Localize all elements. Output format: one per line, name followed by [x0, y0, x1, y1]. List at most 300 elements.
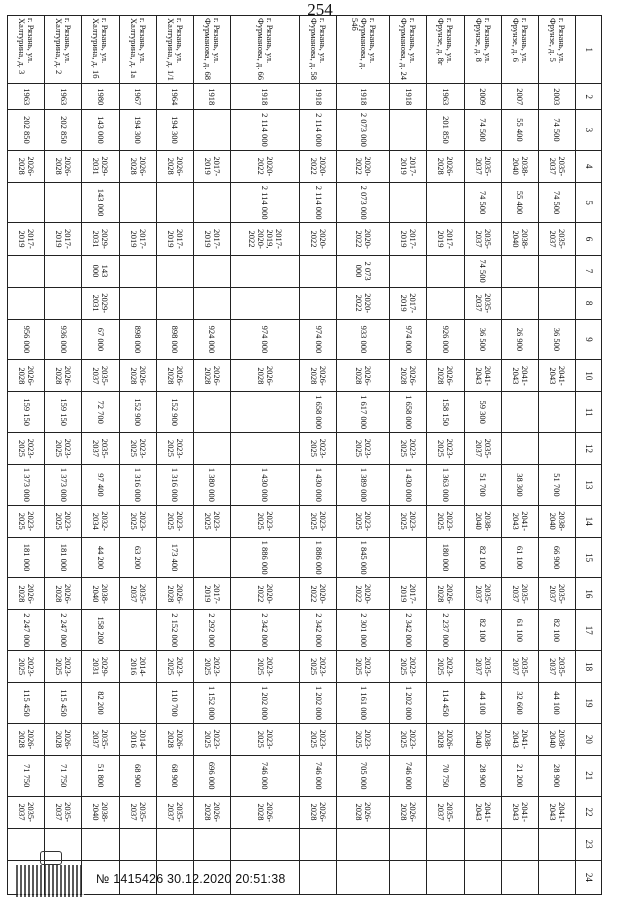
table-row [501, 16, 538, 895]
table-cell: 2023-2025 [300, 432, 337, 464]
registration-stamp-icon [16, 851, 84, 897]
table-cell: 1 886 000 [300, 537, 337, 578]
table-cell: 2 247 000 [45, 610, 82, 651]
table-cell: 68 900 [119, 755, 156, 796]
table-cell: 2023-2025 [8, 432, 45, 464]
table-cell: 61 100 [501, 537, 538, 578]
table-cell: 2 114 000 [231, 110, 300, 151]
table-cell [501, 828, 538, 860]
table-cell: 51 800 [82, 755, 119, 796]
table-row [231, 16, 300, 895]
column-number: 3 [576, 110, 602, 151]
table-cell: 61 100 [501, 610, 538, 651]
table-cell: 2 114 000 [300, 182, 337, 223]
table-cell: 2023-2025 [390, 432, 427, 464]
table-cell [119, 255, 156, 287]
table-cell [193, 537, 230, 578]
table-cell: 152 900 [119, 392, 156, 433]
table-cell: 2035-2037 [119, 796, 156, 828]
table-cell [119, 683, 156, 724]
table-cell: 2023-2025 [337, 651, 390, 683]
table-cell: 1 658 000 [300, 392, 337, 433]
table-cell: 2035-2037 [8, 796, 45, 828]
table-cell: 67 000 [82, 319, 119, 360]
table-cell: 2 237 000 [427, 610, 464, 651]
table-cell: 158 200 [82, 610, 119, 651]
table-cell: 2 292 000 [193, 610, 230, 651]
column-number: 17 [576, 610, 602, 651]
column-number: 20 [576, 723, 602, 755]
table-cell [156, 182, 193, 223]
table-cell: 2026-2028 [427, 150, 464, 182]
table-cell: 2023-2025 [8, 651, 45, 683]
table-cell [231, 287, 300, 319]
table-cell: 74 500 [464, 182, 501, 223]
table-cell: 115 450 [8, 683, 45, 724]
table-cell [231, 432, 300, 464]
table-cell: 2023-2025 [337, 432, 390, 464]
table-cell: 2 342 000 [390, 610, 427, 651]
table-cell: 2 073 000 [337, 255, 390, 287]
table-cell [45, 287, 82, 319]
table-cell: 2029-2031 [82, 651, 119, 683]
table-cell: 74 500 [538, 182, 575, 223]
table-cell: 1 161 000 [337, 683, 390, 724]
table-row [300, 16, 337, 895]
table-cell [300, 828, 337, 860]
table-cell: 2026-2028 [427, 723, 464, 755]
table-cell: 159 150 [8, 392, 45, 433]
address-cell: г. Рязань, ул. Фрунзе, д. 5 [538, 16, 575, 84]
table-cell [538, 255, 575, 287]
address-cell: г. Рязань, ул. Фрунзе, д. 8 [464, 16, 501, 84]
table-cell: 1 202 000 [231, 683, 300, 724]
table-cell: 201 850 [427, 110, 464, 151]
table-cell: 2 152 000 [156, 610, 193, 651]
table-cell: 1964 [156, 84, 193, 110]
table-cell: 2035-2037 [501, 651, 538, 683]
table-cell: 2003 [538, 84, 575, 110]
table-cell: 2020-2022 [231, 578, 300, 610]
table-cell: 2020-2022 [337, 150, 390, 182]
table-cell [501, 255, 538, 287]
table-cell: 2023-2025 [390, 505, 427, 537]
table-cell [390, 182, 427, 223]
column-number: 19 [576, 683, 602, 724]
table-cell: 2014-2016 [119, 651, 156, 683]
table-cell [193, 392, 230, 433]
table-cell: 974 000 [390, 319, 427, 360]
address-cell: г. Рязань, ул. Халтурина, д. 1а [119, 16, 156, 84]
table-cell: 1 380 000 [193, 465, 230, 506]
table-cell: 746 000 [390, 755, 427, 796]
table-row [119, 16, 156, 895]
address-cell: г. Рязань, ул. Фрунзе, д. 6 [501, 16, 538, 84]
table-cell [8, 255, 45, 287]
table-cell: 2035-2037 [464, 150, 501, 182]
table-row [82, 16, 119, 895]
table-cell [8, 287, 45, 319]
table-cell [501, 860, 538, 894]
table-cell: 1918 [193, 84, 230, 110]
table-cell: 1963 [45, 84, 82, 110]
table-cell: 2017-2019 [119, 223, 156, 255]
table-cell: 2023-2025 [427, 432, 464, 464]
table-cell: 44 200 [82, 537, 119, 578]
table-cell: 2 301 000 [337, 610, 390, 651]
table-cell: 2026-2028 [119, 360, 156, 392]
table-cell: 51 700 [464, 465, 501, 506]
table-cell: 1 373 000 [8, 465, 45, 506]
table-cell [427, 828, 464, 860]
table-cell: 746 000 [300, 755, 337, 796]
table-cell: 746 000 [231, 755, 300, 796]
table-cell: 44 100 [464, 683, 501, 724]
table-cell: 173 400 [156, 537, 193, 578]
table-cell [464, 860, 501, 894]
table-cell: 2 073 000 [337, 110, 390, 151]
table-cell: 1918 [231, 84, 300, 110]
table-cell: 2029-2031 [82, 150, 119, 182]
table-cell: 924 000 [193, 319, 230, 360]
address-cell: г. Рязань, ул. Фурманова, д. 66 [231, 16, 300, 84]
table-cell: 1 430 000 [300, 465, 337, 506]
table-cell: 2032-2034 [82, 505, 119, 537]
table-cell: 2026-2028 [45, 578, 82, 610]
table-cell [119, 828, 156, 860]
table-cell: 74 500 [464, 110, 501, 151]
table-cell: 143 000 [82, 255, 119, 287]
column-number: 4 [576, 150, 602, 182]
column-number: 5 [576, 182, 602, 223]
table-cell [8, 182, 45, 223]
table-cell: 143 000 [82, 110, 119, 151]
table-cell: 2023-2025 [45, 505, 82, 537]
table-cell: 2026-2028 [45, 150, 82, 182]
table-cell: 2017-2019 [390, 150, 427, 182]
table-cell: 74 500 [538, 110, 575, 151]
table-cell: 2035-2037 [538, 223, 575, 255]
table-cell: 1 430 000 [231, 465, 300, 506]
table-cell: 2020-2022 [337, 578, 390, 610]
table-cell: 2023-2025 [231, 723, 300, 755]
table-cell [390, 860, 427, 894]
table-cell: 26 900 [501, 319, 538, 360]
table-cell: 2017-2019 [45, 223, 82, 255]
table-cell: 2026-2028 [300, 360, 337, 392]
table-cell: 159 150 [45, 392, 82, 433]
table-cell: 2020-2022 [300, 578, 337, 610]
table-cell: 2038-2040 [501, 223, 538, 255]
table-row [45, 16, 82, 895]
table-cell [538, 392, 575, 433]
table-cell: 705 000 [337, 755, 390, 796]
table-cell: 71 750 [45, 755, 82, 796]
column-number: 7 [576, 255, 602, 287]
table-cell: 2023-2025 [300, 723, 337, 755]
table-cell: 2026-2028 [8, 150, 45, 182]
table-cell [390, 537, 427, 578]
table-cell: 2017-2019 [427, 223, 464, 255]
table-cell: 1 363 000 [427, 465, 464, 506]
table-cell: 1 845 000 [337, 537, 390, 578]
table-cell [427, 860, 464, 894]
table-cell: 2026-2028 [8, 723, 45, 755]
table-cell: 2026-2028 [45, 360, 82, 392]
table-cell: 2023-2025 [231, 505, 300, 537]
address-cell: г. Рязань, ул. Халтурина, д. 1б [82, 16, 119, 84]
table-cell: 158 150 [427, 392, 464, 433]
table-cell: 32 600 [501, 683, 538, 724]
table-cell: 2020-2022 [300, 223, 337, 255]
table-cell: 1 373 000 [45, 465, 82, 506]
table-cell: 63 200 [119, 537, 156, 578]
table-cell [464, 828, 501, 860]
address-cell: г. Рязань, ул. Фурманова, д. 58 [300, 16, 337, 84]
table-cell: 2023-2025 [45, 651, 82, 683]
table-cell: 82 100 [464, 610, 501, 651]
table-cell: 2017-2019 [156, 223, 193, 255]
table-cell: 2023-2025 [390, 651, 427, 683]
table-cell: 2035-2037 [82, 360, 119, 392]
table-cell: 2026-2028 [45, 723, 82, 755]
table-cell: 202 850 [8, 110, 45, 151]
table-cell: 2023-2025 [427, 505, 464, 537]
column-number: 10 [576, 360, 602, 392]
table-cell [119, 610, 156, 651]
table-cell: 2026-2028 [156, 360, 193, 392]
table-cell: 2026-2028 [390, 796, 427, 828]
table-cell: 2029-2031 [82, 287, 119, 319]
column-number: 14 [576, 505, 602, 537]
table-cell: 2023-2025 [390, 723, 427, 755]
table-cell [427, 255, 464, 287]
table-cell: 28 900 [464, 755, 501, 796]
table-cell: 1 202 000 [390, 683, 427, 724]
table-cell: 2017-2019 [193, 223, 230, 255]
table-cell [231, 828, 300, 860]
table-cell: 2041-2043 [464, 360, 501, 392]
table-cell: 70 750 [427, 755, 464, 796]
table-cell: 2038-2040 [501, 150, 538, 182]
table-cell: 1 617 000 [337, 392, 390, 433]
table-cell: 2026-2028 [231, 796, 300, 828]
table-cell [193, 110, 230, 151]
table-cell [119, 287, 156, 319]
table-cell: 71 750 [8, 755, 45, 796]
table-row [427, 16, 464, 895]
table-cell: 2 073 000 [337, 182, 390, 223]
table-cell: 181 000 [8, 537, 45, 578]
table-cell [193, 287, 230, 319]
table-cell: 898 000 [119, 319, 156, 360]
table-cell: 2038-2040 [538, 505, 575, 537]
table-cell: 2014-2016 [119, 723, 156, 755]
table-cell: 2 114 000 [300, 110, 337, 151]
table-cell: 1963 [427, 84, 464, 110]
table-cell: 2026-2028 [193, 796, 230, 828]
table-cell [390, 828, 427, 860]
table-cell: 2041-2043 [538, 796, 575, 828]
column-number: 13 [576, 465, 602, 506]
column-number: 1 [576, 16, 602, 84]
table-cell: 110 700 [156, 683, 193, 724]
table-cell: 2017-2019 [193, 578, 230, 610]
table-cell [231, 392, 300, 433]
table-cell: 2020-2022 [337, 223, 390, 255]
table-cell: 1 886 000 [231, 537, 300, 578]
table-row [538, 16, 575, 895]
table-cell [82, 828, 119, 860]
table-cell: 2026-2028 [8, 360, 45, 392]
column-number: 9 [576, 319, 602, 360]
table-cell [538, 287, 575, 319]
column-number: 23 [576, 828, 602, 860]
table-cell: 194 300 [156, 110, 193, 151]
table-cell: 2038-2040 [464, 723, 501, 755]
table-cell: 2023-2025 [231, 651, 300, 683]
rotated-table-container [7, 15, 602, 895]
table-cell: 956 000 [8, 319, 45, 360]
table-cell: 2023-2025 [300, 505, 337, 537]
table-cell [501, 432, 538, 464]
table-cell: 2029-2031 [82, 223, 119, 255]
table-cell [300, 287, 337, 319]
table-cell: 74 500 [464, 255, 501, 287]
table-cell: 2035-2037 [464, 651, 501, 683]
table-cell: 2023-2025 [193, 651, 230, 683]
table-cell [156, 287, 193, 319]
table-cell [45, 255, 82, 287]
table-cell [300, 860, 337, 894]
table-cell: 2020-2022 [300, 150, 337, 182]
document-registration-id: № 1415426 30.12.2020 20:51:38 [96, 872, 286, 886]
table-cell: 1980 [82, 84, 119, 110]
table-cell: 2026-2028 [300, 796, 337, 828]
table-cell [193, 432, 230, 464]
table-cell: 36 500 [538, 319, 575, 360]
table-cell: 2023-2025 [337, 723, 390, 755]
table-cell: 2035-2037 [119, 578, 156, 610]
table-cell: 2026-2028 [156, 150, 193, 182]
table-cell: 55 400 [501, 182, 538, 223]
table-cell: 82 200 [82, 683, 119, 724]
table-cell: 2023-2025 [300, 651, 337, 683]
address-cell: г. Рязань, ул. Фрунзе, д. 8г [427, 16, 464, 84]
address-cell: г. Рязань, ул. Фурманова, д. 68 [193, 16, 230, 84]
data-table [7, 15, 602, 895]
column-number: 8 [576, 287, 602, 319]
table-cell: 51 700 [538, 465, 575, 506]
table-cell: 696 000 [193, 755, 230, 796]
table-cell: 2023-2025 [156, 432, 193, 464]
table-cell: 2023-2025 [156, 651, 193, 683]
column-number: 16 [576, 578, 602, 610]
table-cell: 180 000 [427, 537, 464, 578]
table-cell: 38 300 [501, 465, 538, 506]
table-cell [193, 255, 230, 287]
table-cell: 2017-2019, 2020-2022 [231, 223, 300, 255]
column-number: 21 [576, 755, 602, 796]
table-cell: 2038-2040 [538, 723, 575, 755]
table-cell: 2041-2043 [538, 360, 575, 392]
table-cell: 2020-2022 [231, 150, 300, 182]
table-cell [119, 182, 156, 223]
table-cell: 2038-2040 [464, 505, 501, 537]
table-cell: 2035-2037 [464, 287, 501, 319]
table-cell: 2035-2037 [464, 223, 501, 255]
table-cell [538, 860, 575, 894]
table-cell [337, 860, 390, 894]
table-cell: 2035-2037 [464, 432, 501, 464]
table-cell [45, 182, 82, 223]
table-cell: 82 100 [464, 537, 501, 578]
table-cell [538, 432, 575, 464]
table-cell: 2038-2040 [82, 578, 119, 610]
table-cell: 28 900 [538, 755, 575, 796]
table-cell: 97 400 [82, 465, 119, 506]
table-cell [193, 828, 230, 860]
address-cell: г. Рязань, ул. Халтурина, д. 2 [45, 16, 82, 84]
table-cell: 1963 [8, 84, 45, 110]
table-cell: 926 000 [427, 319, 464, 360]
table-cell [337, 828, 390, 860]
table-cell: 1 430 000 [390, 465, 427, 506]
table-cell [193, 182, 230, 223]
table-cell: 2026-2028 [231, 360, 300, 392]
table-cell: 66 900 [538, 537, 575, 578]
table-cell: 2041-2043 [464, 796, 501, 828]
table-cell [156, 255, 193, 287]
table-cell [501, 287, 538, 319]
table-row [8, 16, 45, 895]
table-cell: 2035-2037 [538, 150, 575, 182]
table-cell: 2041-2043 [501, 796, 538, 828]
table-cell: 2023-2025 [193, 505, 230, 537]
address-cell: г. Рязань, ул. Халтурина, д. 3 [8, 16, 45, 84]
table-cell: 2026-2028 [119, 150, 156, 182]
table-cell [501, 392, 538, 433]
address-cell: г. Рязань, ул. Фурманова, д. 54б [337, 16, 390, 84]
table-cell: 2 247 000 [8, 610, 45, 651]
table-cell: 2 114 000 [231, 182, 300, 223]
table-cell: 194 300 [119, 110, 156, 151]
table-cell: 68 900 [156, 755, 193, 796]
table-cell: 1918 [337, 84, 390, 110]
column-number: 11 [576, 392, 602, 433]
table-cell: 2017-2019 [390, 287, 427, 319]
table-cell: 2035-2037 [501, 578, 538, 610]
table-cell: 21 200 [501, 755, 538, 796]
table-cell [427, 287, 464, 319]
table-cell: 2026-2028 [390, 360, 427, 392]
table-cell: 2041-2043 [501, 505, 538, 537]
table-cell: 2035-2037 [82, 723, 119, 755]
table-cell: 72 700 [82, 392, 119, 433]
table-cell: 974 000 [231, 319, 300, 360]
table-cell: 1 389 000 [337, 465, 390, 506]
table-cell: 2023-2025 [156, 505, 193, 537]
table-cell: 2026-2028 [427, 578, 464, 610]
table-cell: 2026-2028 [156, 578, 193, 610]
table-cell: 2026-2028 [337, 796, 390, 828]
column-number: 6 [576, 223, 602, 255]
table-cell: 2023-2025 [45, 432, 82, 464]
table-cell: 2017-2019 [390, 223, 427, 255]
table-row [337, 16, 390, 895]
table-cell: 2035-2037 [538, 578, 575, 610]
table-cell: 1 658 000 [390, 392, 427, 433]
